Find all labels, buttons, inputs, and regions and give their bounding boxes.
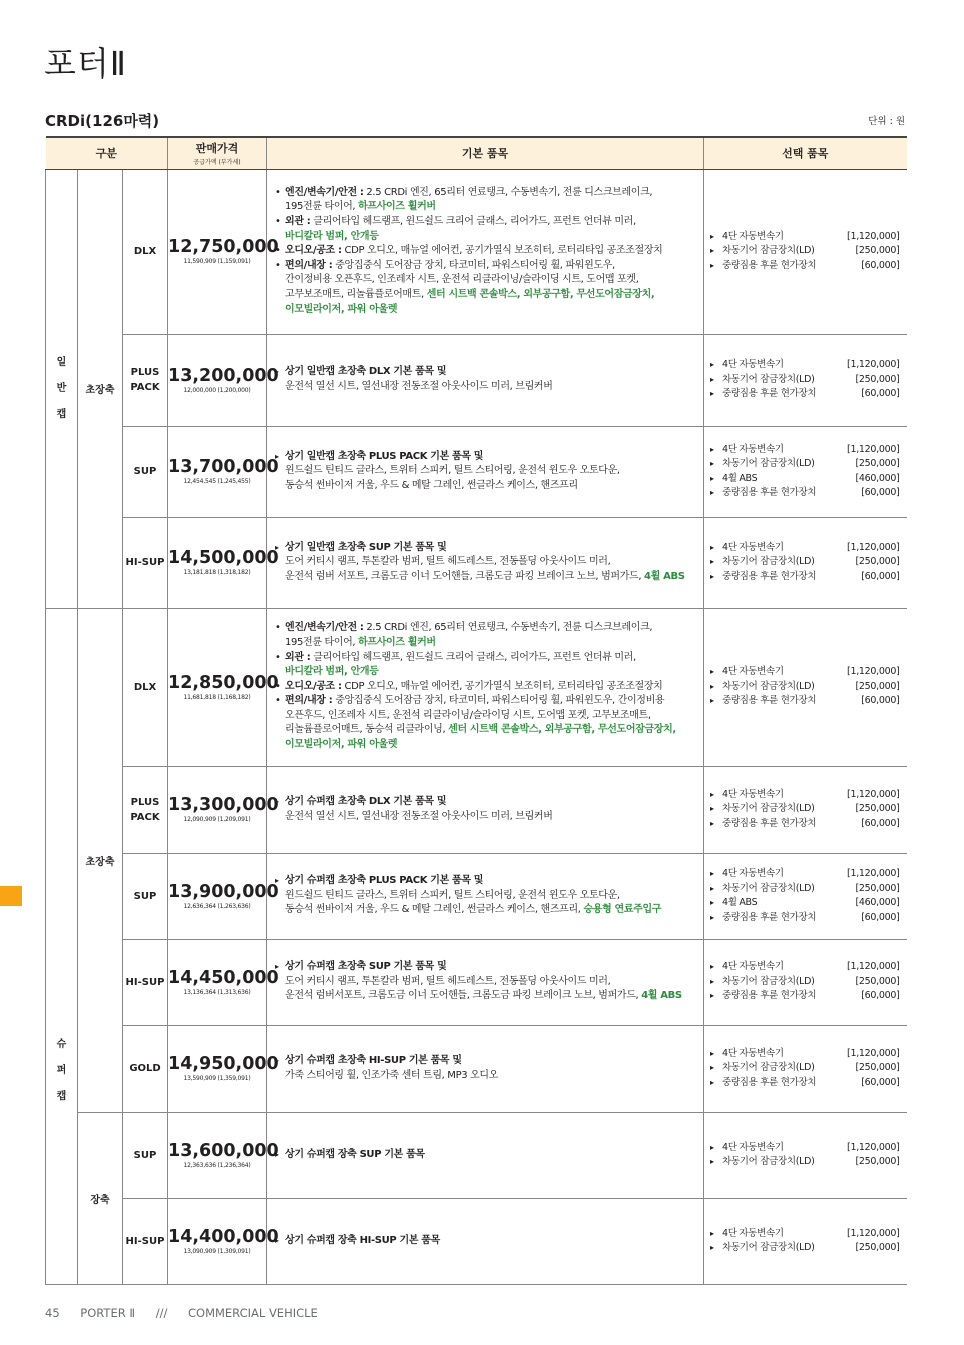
trim-name: SUP bbox=[123, 1112, 168, 1198]
price-cell bbox=[168, 426, 279, 517]
table-row bbox=[46, 608, 907, 766]
table-row bbox=[46, 1198, 907, 1284]
basic-items bbox=[267, 426, 704, 517]
table-row bbox=[46, 939, 907, 1025]
list-item: • 외관 : 클리어타입 헤드램프, 윈드쉴드 크리어 글래스, 리어가드, 프런트 언더뷰 미러, 바디칼라 범퍼, 안개등 bbox=[275, 215, 697, 244]
list-item: ▸ 상기 일반캡 초장축 PLUS PACK 기본 품목 및 윈드쉴드 틴티드 글라스, 트위터 스피커, 틸트 스티어링, 운전석 윈도우 오토다운, 동승석 썬바이저 거울, 우드 & 메탈 그레인, 썬글라스 케이스, 핸즈프리 bbox=[275, 450, 697, 494]
list-item: ▸ 상기 슈퍼캡 초장축 DLX 기본 품목 및 운전석 열선 시트, 열선내장 전동조절 아웃사이드 미러, 브림커버 bbox=[275, 795, 697, 824]
supply-price: 11,681,818 (1,168,182) bbox=[183, 693, 251, 701]
option-items: ▸ 4단 자동변속기 [1,120,000] ▸ 차동기어 잠금장치(LD) [250,000] ▸ 중량짐용 후륜 현가장치 [60,000] bbox=[704, 766, 907, 853]
trim-name: HI-SUP bbox=[123, 1198, 168, 1284]
price-cell bbox=[168, 766, 279, 853]
supply-price: 12,363,636 (1,236,364) bbox=[183, 1161, 251, 1169]
header-price-sub: 공급가액 (부가세) bbox=[193, 159, 241, 167]
trim-name: HI-SUP bbox=[123, 939, 168, 1025]
length-cell: 초장축 bbox=[78, 169, 123, 608]
option-items: ▸ 4단 자동변속기 [1,120,000] ▸ 차동기어 잠금장치(LD) [250,000] ▸ 중량짐용 후륜 현가장치 [60,000] bbox=[704, 1025, 907, 1112]
engine-subtitle: CRDi(126마력) bbox=[45, 112, 160, 130]
price-cell bbox=[168, 1025, 279, 1112]
supply-price: 12,636,364 (1,263,636) bbox=[183, 902, 251, 910]
footer-model: PORTER Ⅱ bbox=[80, 1306, 136, 1320]
list-item: • 외관 : 클리어타입 헤드램프, 윈드쉴드 크리어 글래스, 리어가드, 프런트 언더뷰 미러, 바디칼라 범퍼, 안개등 bbox=[275, 651, 697, 680]
basic-items bbox=[267, 939, 704, 1025]
price-cell bbox=[168, 608, 279, 766]
option-items: ▸ 4단 자동변속기 [1,120,000] ▸ 차동기어 잠금장치(LD) [250,000] bbox=[704, 1112, 907, 1198]
sale-price: 13,300,000 bbox=[168, 795, 279, 815]
table-row bbox=[46, 426, 907, 517]
list-item: ▸ 상기 일반캡 초장축 DLX 기본 품목 및 운전석 열선 시트, 열선내장 전동조절 아웃사이드 미러, 브림커버 bbox=[275, 365, 697, 394]
cab-general: 일 반 캡 bbox=[46, 169, 78, 608]
sale-price: 14,400,000 bbox=[168, 1226, 279, 1247]
side-tab-marker bbox=[0, 886, 22, 906]
length-cell: 초장축 bbox=[78, 608, 123, 1112]
list-item: ▸ 상기 슈퍼캡 초장축 PLUS PACK 기본 품목 및 윈드쉴드 틴티드 글라스, 트위터 스피커, 틸트 스티어링, 운전석 윈도우 오토다운, 동승석 썬바이저 거울, 우드 & 메탈 그레인, 썬글라스 케이스, 핸즈프리, 승용형 연료주입구 bbox=[275, 874, 697, 918]
cab-super: 슈 퍼 캡 bbox=[46, 608, 78, 1284]
list-item: • 오디오/공조 : CDP 오디오, 매뉴얼 에어컨, 공기가열식 보조히터, 로터리타입 공조조절장치 bbox=[275, 680, 697, 695]
supply-price: 13,090,909 (1,309,091) bbox=[183, 1247, 251, 1255]
list-item: ▸ 상기 슈퍼캡 장축 SUP 기본 품목 bbox=[275, 1148, 697, 1163]
supply-price: 12,454,545 (1,245,455) bbox=[183, 478, 251, 485]
table-row bbox=[46, 1112, 907, 1198]
basic-items bbox=[267, 1198, 704, 1284]
basic-items bbox=[267, 608, 704, 766]
header-option: 선택 품목 bbox=[704, 137, 907, 169]
list-item: • 엔진/변속기/안전 : 2.5 CRDi 엔진, 65리터 연료탱크, 수동변속기, 전륜 디스크브레이크, 195전륜 타이어, 하프사이즈 휠커버 bbox=[275, 621, 697, 650]
option-items: ▸ 4단 자동변속기 [1,120,000] ▸ 차동기어 잠금장치(LD) [250,000] ▸ 중량짐용 후륜 현가장치 [60,000] bbox=[704, 608, 907, 766]
price-cell bbox=[168, 853, 279, 939]
header-price bbox=[168, 137, 267, 169]
page-footer bbox=[45, 1306, 335, 1320]
header-category: 구분 bbox=[46, 137, 168, 169]
trim-name: PLUS PACK bbox=[123, 334, 168, 426]
unit-label: 단위 : 원 bbox=[868, 116, 905, 127]
list-item: • 오디오/공조 : CDP 오디오, 매뉴얼 에어컨, 공기가열식 보조히터, 로터리타입 공조조절장치 bbox=[275, 244, 697, 259]
basic-items bbox=[267, 1112, 704, 1198]
page-number: 45 bbox=[45, 1306, 60, 1320]
trim-name: SUP bbox=[123, 426, 168, 517]
table-row bbox=[46, 853, 907, 939]
option-items: ▸ 4단 자동변속기 [1,120,000] ▸ 차동기어 잠금장치(LD) [250,000] ▸ 4휠 ABS [460,000] ▸ 중량짐용 후륜 현가장치 [60,000] bbox=[704, 426, 907, 517]
list-item: ▸ 상기 일반캡 초장축 SUP 기본 품목 및 도어 커티시 램프, 투톤칼라 범퍼, 틸트 헤드레스트, 전동폴딩 아웃사이드 미러, 운전석 럼버 서포트, 크롬도금 이너 도어핸들, 크롬도금 파킹 브레이크 노브, 범퍼가드, 4휠 ABS bbox=[275, 541, 697, 585]
price-table bbox=[45, 136, 907, 1285]
trim-name: GOLD bbox=[123, 1025, 168, 1112]
supply-price: 13,136,364 (1,313,636) bbox=[183, 988, 251, 996]
table-header-row bbox=[46, 137, 907, 169]
price-cell bbox=[168, 1198, 279, 1284]
list-item: ▸ 상기 슈퍼캡 장축 HI-SUP 기본 품목 bbox=[275, 1234, 697, 1249]
option-items: ▸ 4단 자동변속기 [1,120,000] ▸ 차동기어 잠금장치(LD) [250,000] ▸ 중량짐용 후륜 현가장치 [60,000] bbox=[704, 517, 907, 608]
supply-price: 13,181,818 (1,318,182) bbox=[183, 569, 251, 576]
price-cell bbox=[168, 169, 279, 334]
option-items: ▸ 4단 자동변속기 [1,120,000] ▸ 차동기어 잠금장치(LD) [250,000] bbox=[704, 1198, 907, 1284]
footer-section: COMMERCIAL VEHICLE bbox=[187, 1306, 318, 1320]
price-cell bbox=[168, 334, 279, 426]
sale-price: 12,850,000 bbox=[168, 672, 279, 693]
trim-name: SUP bbox=[123, 853, 168, 939]
price-cell bbox=[168, 1112, 279, 1198]
sale-price: 13,700,000 bbox=[168, 457, 279, 477]
option-items: ▸ 4단 자동변속기 [1,120,000] ▸ 차동기어 잠금장치(LD) [250,000] ▸ 중량짐용 후륜 현가장치 [60,000] bbox=[704, 334, 907, 426]
sale-price: 13,900,000 bbox=[168, 881, 279, 902]
basic-items bbox=[267, 766, 704, 853]
header-price-label: 판매가격 bbox=[195, 142, 239, 156]
basic-items bbox=[267, 1025, 704, 1112]
header-basic: 기본 품목 bbox=[267, 137, 704, 169]
basic-items bbox=[267, 517, 704, 608]
basic-items bbox=[267, 853, 704, 939]
footer-divider: /// bbox=[155, 1306, 168, 1320]
trim-name: DLX bbox=[123, 608, 168, 766]
sale-price: 12,750,000 bbox=[168, 237, 279, 257]
list-item: ▸ 상기 슈퍼캡 초장축 HI-SUP 기본 품목 및 가죽 스티어링 휠, 인조가죽 센터 트림, MP3 오디오 bbox=[275, 1054, 697, 1083]
sale-price: 14,500,000 bbox=[168, 548, 279, 568]
table-row bbox=[46, 1025, 907, 1112]
trim-name: PLUS PACK bbox=[123, 766, 168, 853]
trim-name: DLX bbox=[123, 169, 168, 334]
page-title: 포터Ⅱ bbox=[44, 44, 127, 83]
length-cell: 장축 bbox=[78, 1112, 123, 1284]
sale-price: 13,200,000 bbox=[168, 365, 279, 386]
option-items: ▸ 4단 자동변속기 [1,120,000] ▸ 차동기어 잠금장치(LD) [250,000] ▸ 4휠 ABS [460,000] ▸ 중량짐용 후륜 현가장치 [60,000] bbox=[704, 853, 907, 939]
price-cell bbox=[168, 517, 279, 608]
option-items: ▸ 4단 자동변속기 [1,120,000] ▸ 차동기어 잠금장치(LD) [250,000] ▸ 중량짐용 후륜 현가장치 [60,000] bbox=[704, 939, 907, 1025]
sale-price: 14,950,000 bbox=[168, 1054, 279, 1074]
table-row bbox=[46, 517, 907, 608]
sale-price: 14,450,000 bbox=[168, 967, 279, 988]
supply-price: 11,590,909 (1,159,091) bbox=[183, 258, 251, 265]
option-items: ▸ 4단 자동변속기 [1,120,000] ▸ 차동기어 잠금장치(LD) [250,000] ▸ 중량짐용 후륜 현가장치 [60,000] bbox=[704, 169, 907, 334]
trim-name: HI-SUP bbox=[123, 517, 168, 608]
supply-price: 13,590,909 (1,359,091) bbox=[183, 1075, 251, 1082]
basic-items bbox=[267, 169, 704, 334]
supply-price: 12,000,000 (1,200,000) bbox=[183, 386, 251, 394]
supply-price: 12,090,909 (1,209,091) bbox=[183, 816, 251, 823]
table-row bbox=[46, 169, 907, 334]
list-item: ▸ 상기 슈퍼캡 초장축 SUP 기본 품목 및 도어 커티시 램프, 투톤칼라 범퍼, 틸트 헤드레스트, 전동폴딩 아웃사이드 미러, 운전석 럼버서포트, 크롬도금 이너 도어핸들, 크롬도금 파킹 브레이크 노브, 범퍼가드, 4휠 ABS bbox=[275, 960, 697, 1004]
price-cell bbox=[168, 939, 279, 1025]
list-item: • 엔진/변속기/안전 : 2.5 CRDi 엔진, 65리터 연료탱크, 수동변속기, 전륜 디스크브레이크, 195전륜 타이어, 하프사이즈 휠커버 bbox=[275, 186, 697, 215]
table-row bbox=[46, 334, 907, 426]
sale-price: 13,600,000 bbox=[168, 1140, 279, 1161]
basic-items bbox=[267, 334, 704, 426]
list-item: • 편의/내장 : 중앙집중식 도어잠금 장치, 타코미터, 파워스티어링 휠, 파워윈도우, 간이정비용 오픈후드, 인조레자 시트, 운전석 리클라이닝/슬라이딩 시트, 도어맵 포켓, 고무보조매트, 리놀륨플로어매트, 동승석 리클라이닝, 센터 시트백 콘솔박스, 외부공구함, 무선도어잠금장치, 이모빌라이저, 파워 아울렛 bbox=[275, 694, 697, 752]
table-row bbox=[46, 766, 907, 853]
list-item: • 편의/내장 : 중앙집중식 도어잠금 장치, 타코미터, 파워스티어링 휠, 파워윈도우, 간이정비용 오픈후드, 인조레자 시트, 운전석 리클라이닝/슬라이딩 시트, 도어맵 포켓, 고무보조매트, 리놀륨플로어매트, 센터 시트백 콘솔박스, 외부공구함, 무선도어잠금장치, 이모빌라이저, 파워 아울렛 bbox=[275, 259, 697, 317]
